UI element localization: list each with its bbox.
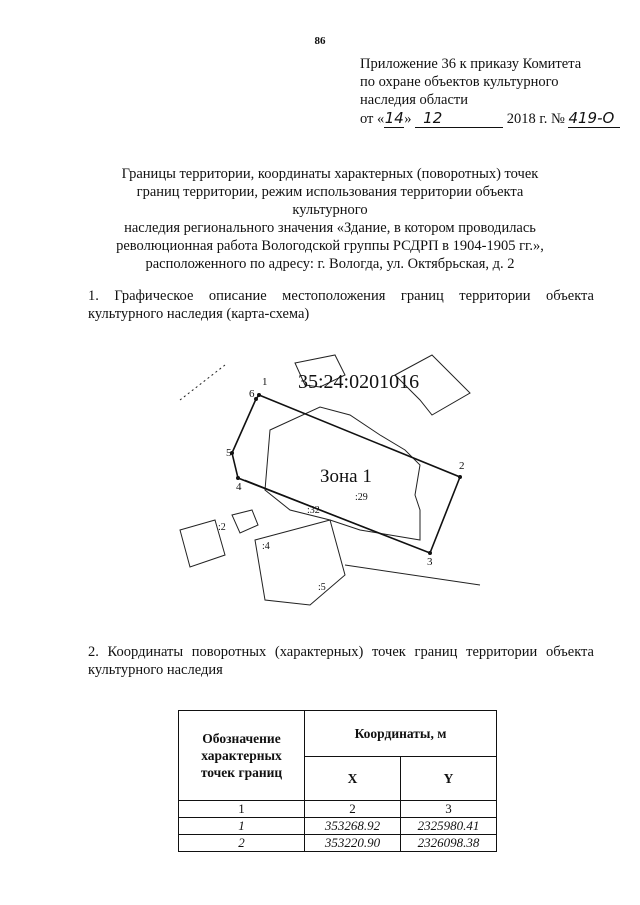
appendix-date-line — [360, 109, 620, 128]
section1-line-2: культурного наследия (карта-схема) — [88, 306, 310, 322]
title-line-5: расположенного по адресу: г. Вологда, ул. Октябрьская, д. 2 — [145, 256, 515, 272]
section2-line-2: культурного наследия — [88, 662, 223, 678]
map-point-2 — [458, 475, 462, 479]
page-number: 86 — [314, 35, 326, 47]
parcel-5: :5 — [318, 582, 326, 593]
zone-inner-line — [245, 480, 430, 553]
map-point-4 — [236, 476, 240, 480]
section1-line-1: 1. Графическое описание местоположения границ территории объекта — [88, 288, 594, 304]
map-building-a — [232, 510, 258, 533]
date-mid: » — [404, 111, 412, 127]
appendix-line-3: наследия области — [360, 92, 469, 108]
date-year: 2018 г. № — [506, 111, 565, 127]
table-numbering-row: 1 2 3 — [179, 801, 497, 818]
map-building-c — [255, 520, 345, 605]
header-y: Y — [401, 757, 497, 801]
date-month: 12 — [415, 109, 503, 128]
map-point-6 — [254, 397, 258, 401]
title-line-4: революционная работа Вологодской группы РСДРП в 1904-1905 гг.», — [116, 238, 544, 254]
map-point-1 — [257, 393, 261, 397]
map-label-2: 2 — [459, 460, 465, 472]
map-point-3 — [428, 551, 432, 555]
header-x: X — [305, 757, 401, 801]
parcel-4: :4 — [262, 541, 270, 552]
map-label-6: 6 — [249, 388, 255, 400]
parcel-2: :2 — [218, 522, 226, 533]
title-line-1: Границы территории, координаты характерных (поворотных) точек — [121, 166, 539, 182]
date-prefix: от « — [360, 111, 385, 127]
map-contour-left — [180, 365, 225, 400]
header-coordinates: Координаты, м — [305, 711, 497, 757]
cadastral-number: 35:24:0201016 — [298, 371, 420, 393]
order-number: 419-О — [568, 109, 620, 128]
map-label-1: 1 — [262, 376, 268, 388]
map-label-4: 4 — [236, 481, 242, 493]
map-label-3: 3 — [427, 556, 433, 568]
header-point-designation: Обозначение характерных точек границ — [179, 711, 305, 801]
map-road-line — [345, 565, 480, 585]
title-line-2: границ территории, режим использования территории объекта культурного — [136, 184, 524, 218]
appendix-line-1: Приложение 36 к приказу Комитета — [360, 56, 582, 72]
section2-line-1: 2. Координаты поворотных (характерных) точек границ территории объекта — [88, 644, 594, 660]
table-row: 1 353268.92 2325980.41 — [179, 818, 497, 835]
zone-label: Зона 1 — [320, 466, 372, 487]
date-day: 14 — [384, 109, 404, 127]
document-title — [110, 165, 550, 273]
map-label-5: 5 — [226, 447, 232, 459]
coordinates-table — [178, 710, 497, 852]
boundary-map — [170, 345, 490, 615]
table-row: 2 353220.90 2326098.38 — [179, 835, 497, 852]
title-line-3: наследия регионального значения «Здание, в котором проводилась — [124, 220, 536, 236]
parcel-32: :32 — [307, 505, 320, 516]
appendix-line-2: по охране объектов культурного — [360, 74, 559, 90]
parcel-29: :29 — [355, 492, 368, 503]
